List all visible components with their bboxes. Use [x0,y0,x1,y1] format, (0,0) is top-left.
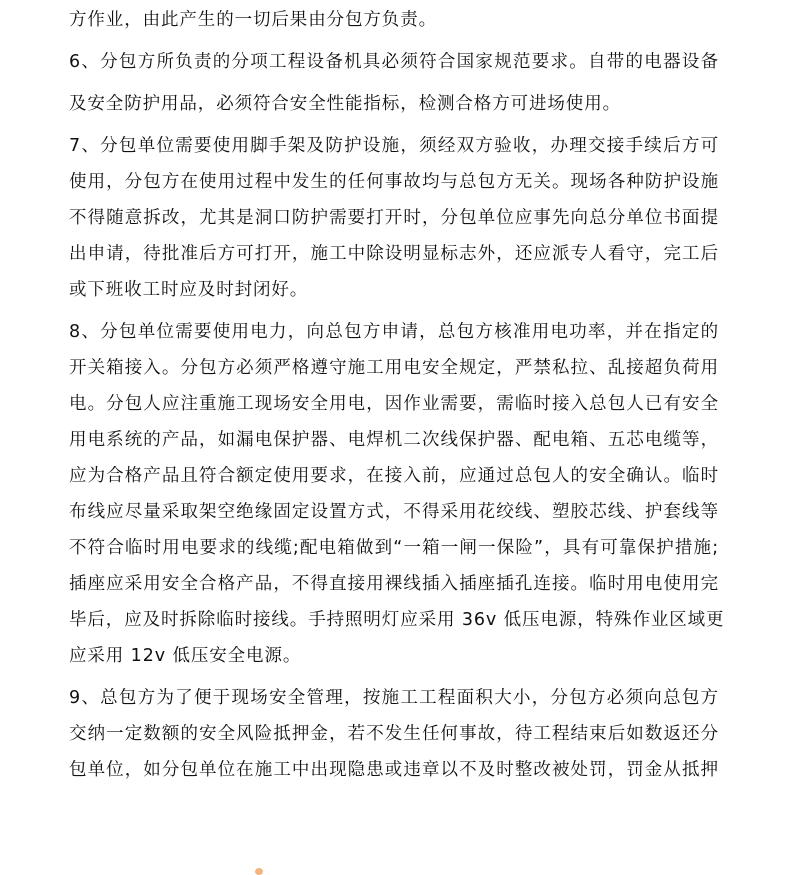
text-line: 6、分包方所负责的分项工程设备机具必须符合国家规范要求。自带的电器设备 [69,52,719,72]
text-line: 开关箱接入。分包方必须严格遵守施工用电安全规定，严禁私拉、乱接超负荷用 [69,358,719,378]
text-line: 交纳一定数额的安全风险抵押金，若不发生任何事故，待工程结束后如数返还分 [69,724,719,744]
text-line: 不得随意拆改，尤其是洞口防护需要打开时，分包单位应事先向总分单位书面提 [69,208,719,228]
text-line: 不符合临时用电要求的线缆;配电箱做到“一箱一闸一保险”，具有可靠保护措施; [69,538,719,558]
text-line: 毕后，应及时拆除临时接线。手持照明灯应采用 36v 低压电源，特殊作业区域更 [69,610,725,630]
text-line: 包单位，如分包单位在施工中出现隐患或违章以不及时整改被处罚，罚金从抵押 [69,760,719,780]
text-line: 布线应尽量采取架空绝缘固定设置方式，不得采用花绞线、塑胶芯线、护套线等 [69,502,719,522]
text-line: 使用，分包方在使用过程中发生的任何事故均与总包方无关。现场各种防护设施 [69,172,719,192]
text-line: 8、分包单位需要使用电力，向总包方申请，总包方核准用电功率，并在指定的 [69,322,719,342]
text-line: 应为合格产品且符合额定使用要求，在接入前，应通过总包人的安全确认。临时 [69,466,719,486]
text-line: 7、分包单位需要使用脚手架及防护设施，须经双方验收，办理交接手续后方可 [69,136,719,156]
text-line: 及安全防护用品，必须符合安全性能指标，检测合格方可进场使用。 [69,94,621,114]
text-line: 用电系统的产品，如漏电保护器、电焊机二次线保护器、配电箱、五芯电缆等， [69,430,719,450]
text-line: 9、总包方为了便于现场安全管理，按施工工程面积大小，分包方必须向总包方 [69,688,719,708]
text-line: 方作业，由此产生的一切后果由分包方负责。 [69,10,437,30]
text-line: 应采用 12v 低压安全电源。 [69,646,302,666]
text-line: 出申请，待批准后方可打开，施工中除设明显标志外，还应派专人看守，完工后 [69,244,719,264]
text-line: 插座应采用安全合格产品，不得直接用裸线插入插座插孔连接。临时用电使用完 [69,574,719,594]
text-line: 电。分包人应注重施工现场安全用电，因作业需要，需临时接入总包人已有安全 [69,394,719,414]
ink-speck [255,868,263,875]
text-line: 或下班收工时应及时封闭好。 [69,280,309,300]
